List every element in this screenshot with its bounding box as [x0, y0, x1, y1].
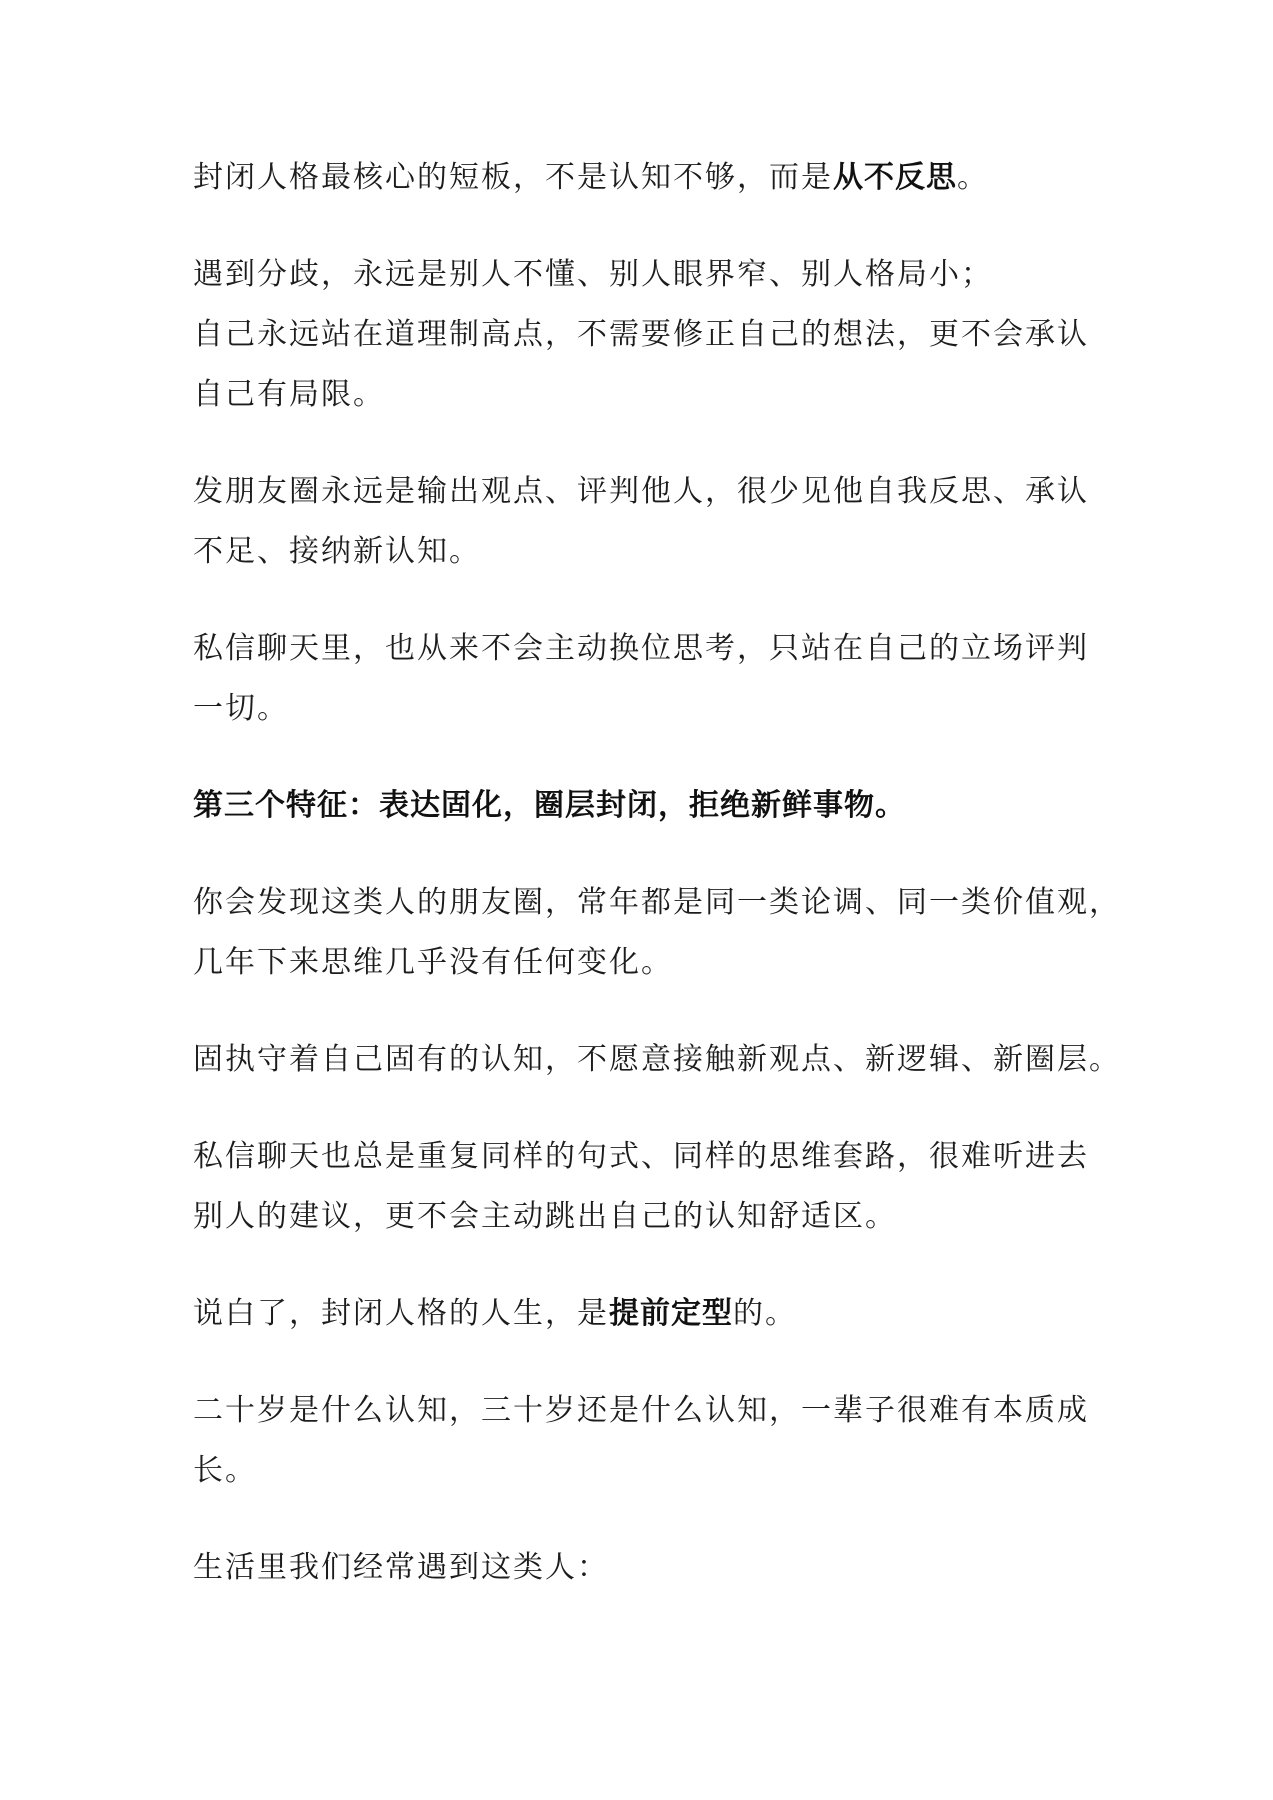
text-line — [193, 1284, 1093, 1344]
text-line: 不足、接纳新认知。 — [193, 534, 481, 569]
text-line: 一切。 — [193, 691, 289, 726]
paragraph-disagreement — [193, 245, 1093, 425]
text-line — [193, 148, 1093, 208]
section-heading-third-feature — [193, 776, 1093, 836]
paragraph-fixed-views — [193, 873, 1121, 993]
text-line: 遇到分歧，永远是别人不懂、别人眼界窄、别人格局小； — [193, 257, 993, 292]
text-line: 私信聊天也总是重复同样的句式、同样的思维套路，很难听进去 — [193, 1139, 1089, 1174]
emphasis-text: 提前定型 — [609, 1296, 733, 1331]
text-line: 你会发现这类人的朋友圈，常年都是同一类论调、同一类价值观， — [193, 885, 1121, 920]
text-line: 固执守着自己固有的认知，不愿意接触新观点、新逻辑、新圈层。 — [193, 1042, 1121, 1077]
text-line: 几年下来思维几乎没有任何变化。 — [193, 945, 673, 980]
paragraph-no-growth — [193, 1381, 1093, 1501]
text-run: 。 — [957, 160, 989, 195]
paragraph-moments — [193, 462, 1093, 582]
text-line: 自己永远站在道理制高点，不需要修正自己的想法，更不会承认 — [193, 317, 1089, 352]
text-run: 封闭人格最核心的短板，不是认知不够，而是 — [193, 160, 833, 195]
text-line: 发朋友圈永远是输出观点、评判他人，很少见他自我反思、承认 — [193, 474, 1089, 509]
text-line: 生活里我们经常遇到这类人： — [193, 1550, 609, 1585]
text-line: 私信聊天里，也从来不会主动换位思考，只站在自己的立场评判 — [193, 631, 1089, 666]
paragraph-summary — [193, 1284, 1093, 1344]
text-run: 的。 — [733, 1296, 797, 1331]
text-run: 说白了，封闭人格的人生，是 — [193, 1296, 609, 1331]
text-line: 二十岁是什么认知，三十岁还是什么认知，一辈子很难有本质成 — [193, 1393, 1089, 1428]
paragraph-no-reflection — [193, 148, 1093, 208]
text-line: 长。 — [193, 1453, 257, 1488]
paragraph-repetition — [193, 1127, 1093, 1247]
paragraph-private-chat — [193, 619, 1093, 739]
heading-text: 第三个特征：表达固化，圈层封闭，拒绝新鲜事物。 — [193, 788, 906, 823]
document-body — [193, 148, 1121, 1635]
paragraph-stubborn — [193, 1030, 1121, 1090]
text-line: 自己有局限。 — [193, 377, 385, 412]
paragraph-closing — [193, 1538, 1093, 1598]
text-line: 别人的建议，更不会主动跳出自己的认知舒适区。 — [193, 1199, 897, 1234]
emphasis-text: 从不反思 — [833, 160, 957, 195]
